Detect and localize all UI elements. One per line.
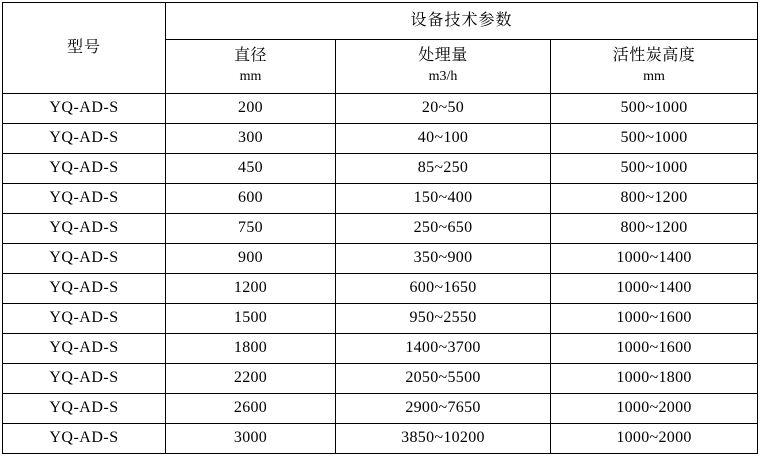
cell-flow: 3850~10200 — [336, 424, 551, 454]
column-header-flow — [336, 40, 551, 94]
table-row — [3, 364, 758, 394]
cell-carbon-height: 1000~1600 — [551, 334, 758, 364]
column-header-flow-label: 处理量 — [418, 47, 468, 65]
cell-carbon-height: 500~1000 — [551, 124, 758, 154]
cell-flow: 250~650 — [336, 214, 551, 244]
column-group-header: 设备技术参数 — [166, 3, 758, 40]
cell-flow: 20~50 — [336, 94, 551, 124]
cell-model: YQ-AD-S — [3, 364, 166, 394]
column-header-carbon-height-label: 活性炭高度 — [612, 47, 696, 65]
cell-model: YQ-AD-S — [3, 94, 166, 124]
cell-diameter: 3000 — [166, 424, 336, 454]
cell-flow: 350~900 — [336, 244, 551, 274]
cell-flow: 600~1650 — [336, 274, 551, 304]
table-row — [3, 244, 758, 274]
cell-model: YQ-AD-S — [3, 424, 166, 454]
column-header-diameter-label: 直径 — [233, 47, 267, 65]
cell-diameter: 750 — [166, 214, 336, 244]
cell-diameter: 450 — [166, 154, 336, 184]
cell-diameter: 600 — [166, 184, 336, 214]
table-row — [3, 304, 758, 334]
cell-carbon-height: 1000~1800 — [551, 364, 758, 394]
cell-flow: 150~400 — [336, 184, 551, 214]
equipment-spec-table — [2, 2, 758, 454]
table-row — [3, 94, 758, 124]
cell-carbon-height: 1000~2000 — [551, 424, 758, 454]
table-row — [3, 214, 758, 244]
cell-model: YQ-AD-S — [3, 124, 166, 154]
column-header-diameter-unit: mm — [239, 69, 262, 85]
column-header-model: 型号 — [3, 3, 166, 94]
table-row — [3, 124, 758, 154]
column-header-carbon-height — [551, 40, 758, 94]
cell-model: YQ-AD-S — [3, 304, 166, 334]
table-row — [3, 184, 758, 214]
table-row — [3, 154, 758, 184]
cell-diameter: 200 — [166, 94, 336, 124]
cell-model: YQ-AD-S — [3, 154, 166, 184]
cell-model: YQ-AD-S — [3, 274, 166, 304]
cell-diameter: 1500 — [166, 304, 336, 334]
cell-diameter: 1200 — [166, 274, 336, 304]
table-row — [3, 334, 758, 364]
cell-flow: 2900~7650 — [336, 394, 551, 424]
cell-flow: 950~2550 — [336, 304, 551, 334]
cell-carbon-height: 500~1000 — [551, 154, 758, 184]
cell-model: YQ-AD-S — [3, 244, 166, 274]
cell-carbon-height: 1000~1400 — [551, 244, 758, 274]
cell-model: YQ-AD-S — [3, 394, 166, 424]
table-body — [3, 94, 758, 454]
column-header-diameter — [166, 40, 336, 94]
cell-flow: 40~100 — [336, 124, 551, 154]
cell-carbon-height: 800~1200 — [551, 184, 758, 214]
table-header — [3, 3, 758, 94]
cell-flow: 85~250 — [336, 154, 551, 184]
cell-flow: 1400~3700 — [336, 334, 551, 364]
cell-model: YQ-AD-S — [3, 214, 166, 244]
cell-diameter: 1800 — [166, 334, 336, 364]
cell-diameter: 300 — [166, 124, 336, 154]
cell-model: YQ-AD-S — [3, 184, 166, 214]
cell-diameter: 2600 — [166, 394, 336, 424]
table-header-row-group — [3, 3, 758, 40]
cell-carbon-height: 1000~1600 — [551, 304, 758, 334]
cell-diameter: 900 — [166, 244, 336, 274]
cell-model: YQ-AD-S — [3, 334, 166, 364]
table-row — [3, 274, 758, 304]
column-header-carbon-height-unit: mm — [643, 69, 665, 85]
cell-carbon-height: 800~1200 — [551, 214, 758, 244]
cell-carbon-height: 500~1000 — [551, 94, 758, 124]
column-header-flow-unit: m3/h — [428, 69, 458, 85]
table-row — [3, 424, 758, 454]
cell-diameter: 2200 — [166, 364, 336, 394]
cell-flow: 2050~5500 — [336, 364, 551, 394]
cell-carbon-height: 1000~2000 — [551, 394, 758, 424]
table-row — [3, 394, 758, 424]
cell-carbon-height: 1000~1400 — [551, 274, 758, 304]
